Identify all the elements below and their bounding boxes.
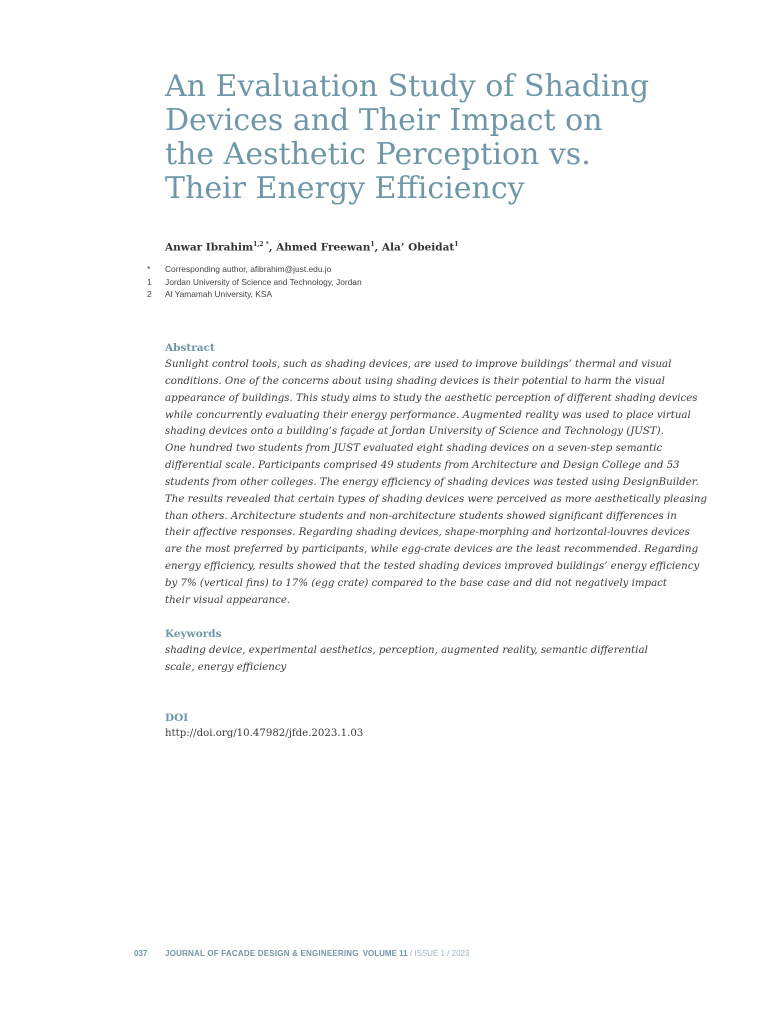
abstract-line: by 7% (vertical fins) to 17% (egg crate) compared to the base case and did not negatively impact (165, 577, 667, 589)
paper-title (165, 70, 685, 206)
journal-issue-year: / ISSUE 1 / 2023 (407, 949, 470, 958)
affiliation-mark: 2 (147, 289, 152, 300)
affiliation-mark: * (147, 264, 151, 274)
affiliation-text: Al Yamamah University, KSA (165, 289, 273, 300)
title-line: the Aesthetic Perception vs. (165, 137, 591, 172)
author-separator: , (268, 241, 277, 254)
journal-name: JOURNAL OF FACADE DESIGN & ENGINEERING (165, 949, 359, 958)
title-line: Their Energy Efficiency (165, 171, 525, 206)
author-name: Anwar Ibrahim (165, 241, 254, 254)
abstract-line: appearance of buildings. This study aims to study the aesthetic perception of different shading devices (165, 392, 698, 404)
abstract-line: The results revealed that certain types of shading devices were perceived as more aesthetically pleasing (165, 493, 707, 505)
page-footer (134, 949, 469, 958)
author-separator: , (374, 241, 382, 254)
abstract-line: One hundred two students from JUST evaluated eight shading devices on a seven-step semantic (165, 443, 663, 455)
abstract-line: their visual appearance. (165, 594, 291, 606)
author-name: Ahmed Freewan (276, 241, 371, 254)
author-affiliation-mark: 1 (370, 241, 375, 248)
doi-link[interactable]: http://doi.org/10.47982/jfde.2023.1.03 (165, 728, 364, 739)
page-number: 037 (134, 949, 148, 958)
abstract-line: are the most preferred by participants, while egg-crate devices are the least recommended. Regarding (165, 544, 699, 556)
title-line: Devices and Their Impact on (165, 103, 603, 138)
abstract-heading: Abstract (165, 342, 215, 354)
abstract-line: differential scale. Participants comprised 49 students from Architecture and Design College and 53 (165, 460, 680, 472)
keywords-line: shading device, experimental aesthetics, perception, augmented reality, semantic differential (165, 645, 648, 656)
abstract-line: than others. Architecture students and non-architecture students showed significant differences in (165, 510, 677, 522)
affiliation-text: Jordan University of Science and Technology, Jordan (165, 276, 362, 287)
author-affiliation-mark: 1,2 * (253, 241, 269, 248)
doi-heading: DOI (165, 712, 189, 724)
journal-volume: VOLUME 11 (362, 949, 408, 958)
abstract-line: conditions. One of the concerns about using shading devices is their potential to harm the visual (165, 375, 665, 387)
abstract-line: students from other colleges. The energy efficiency of shading devices was tested using DesignBuilder. (165, 476, 699, 488)
author-list (165, 241, 458, 254)
abstract-line: while concurrently evaluating their energy performance. Augmented reality was used to place virtual (165, 409, 691, 421)
keywords-line: scale, energy efficiency (165, 661, 287, 673)
affiliation-text: Corresponding author, afibrahim@just.edu.jo (165, 264, 332, 274)
abstract-line: shading devices onto a building’s façade at Jordan University of Science and Technology (JUST). (165, 426, 664, 438)
abstract-line: energy efficiency, results showed that the tested shading devices improved buildings’ energy efficiency (165, 561, 700, 573)
abstract-line: Sunlight control tools, such as shading devices, are used to improve buildings’ thermal and visual (165, 359, 672, 370)
affiliation-mark: 1 (147, 276, 152, 287)
abstract-line: their affective responses. Regarding shading devices, shape-morphing and horizontal-louvres devices (165, 527, 690, 539)
author-name: Ala’ Obeidat (381, 241, 455, 254)
title-line: An Evaluation Study of Shading (165, 69, 650, 104)
author-affiliation-mark: 1 (454, 241, 459, 248)
keywords-heading: Keywords (165, 628, 222, 640)
abstract-body (165, 357, 707, 610)
keywords-body (165, 643, 685, 677)
